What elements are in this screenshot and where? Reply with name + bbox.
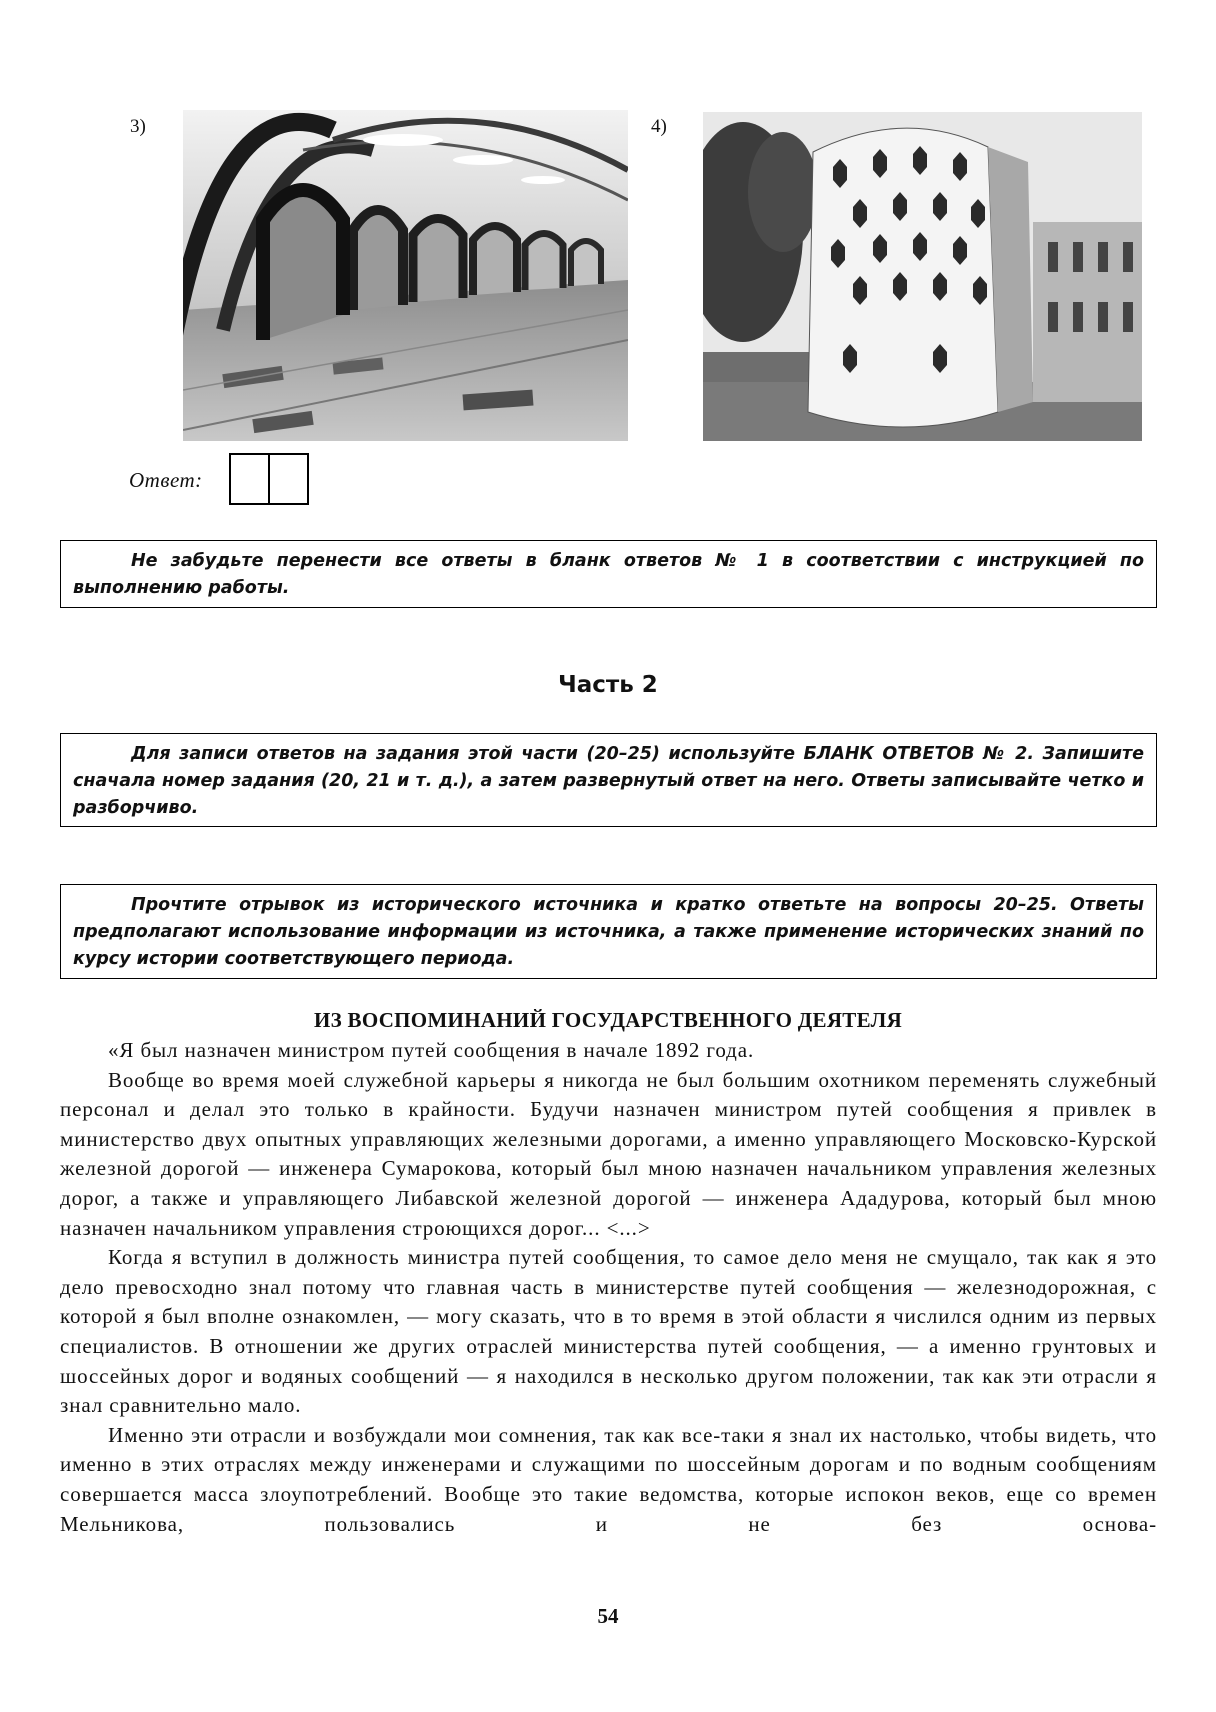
notice-transfer-answers-text: Не забудьте перенести все ответы в бланк ответов № 1 в соответствии с инструкцией по выполнению работы. <box>73 551 1144 598</box>
source-paragraph: Когда я вступил в должность министра путей сообщения, то самое дело меня не смущало, так как я это дело превосходно знал потому что главная часть в министерстве путей сообщения — железнодорожная, с которой я был вполне ознакомлен, — могу сказать, что в то время в этой области я числился одним из первых специалистов. В отношении же других отраслей министерства путей сообщения, — а именно грунтовых и шоссейных дорог и водяных сообщений — я находился в несколько другом положении, так как эти отрасли я знал сравнительно мало. <box>60 1245 1157 1418</box>
page-number: 54 <box>597 1604 619 1628</box>
item-4-label: 4) <box>651 116 667 137</box>
metro-station-illustration <box>183 110 628 441</box>
answer-cell-1[interactable] <box>229 453 270 505</box>
item-3-label: 3) <box>130 116 146 137</box>
source-paragraph: Вообще во время моей служебной карьеры я никогда не был большим охотником переменять служебный персонал и делал это только в крайности. Будучи назначен министром путей сообщения я привлек в министерство двух опытных управляющих железными дорогами, а именно управляющего Московско-Курской железной дорогой — инженера Сумарокова, который был мною назначен начальником управления железных дорог, а также и управляющего Либавской железной дорогой — инженера Ададурова, который был мною назначен начальником управления строющихся дорог... <...> <box>60 1067 1157 1240</box>
notice-transfer-answers <box>60 540 1157 608</box>
source-title: ИЗ ВОСПОМИНАНИЙ ГОСУДАРСТВЕННОГО ДЕЯТЕЛЯ <box>313 1008 903 1032</box>
part-2-title: Часть 2 <box>558 672 658 698</box>
building-illustration <box>703 112 1142 441</box>
notice-read-source <box>60 884 1157 979</box>
notice-read-source-text: Прочтите отрывок из исторического источника и кратко ответьте на вопросы 20–25. Ответы предполагают использование информации из источника, а также применение исторических знаний по курсу истории соответствующего периода. <box>73 895 1144 969</box>
melnikov-house-photo <box>703 112 1142 441</box>
notice-part-2-instructions-text: Для записи ответов на задания этой части (20–25) используйте БЛАНК ОТВЕТОВ № 2. Запишите сначала номер задания (20, 21 и т. д.), а затем развернутый ответ на него. Ответы записывайте четко и разборчиво. <box>73 744 1144 818</box>
answer-label: Ответ: <box>129 468 203 492</box>
source-paragraph: Именно эти отрасли и возбуждали мои сомнения, так как все-таки я знал их настолько, чтобы видеть, что именно в этих отраслях между инженерами и служащими по шоссейным дорогам и по водным сообщениям совершается масса злоупотреблений. Вообще это такие ведомства, которые испокон веков, еще со времен Мельникова, пользовались и не без основа- <box>60 1422 1157 1536</box>
metro-station-photo <box>183 110 628 441</box>
source-text <box>60 1036 1157 1539</box>
source-paragraph: «Я был назначен министром путей сообщения в начале 1892 года. <box>108 1038 755 1062</box>
notice-part-2-instructions <box>60 733 1157 827</box>
answer-cell-2[interactable] <box>268 453 309 505</box>
